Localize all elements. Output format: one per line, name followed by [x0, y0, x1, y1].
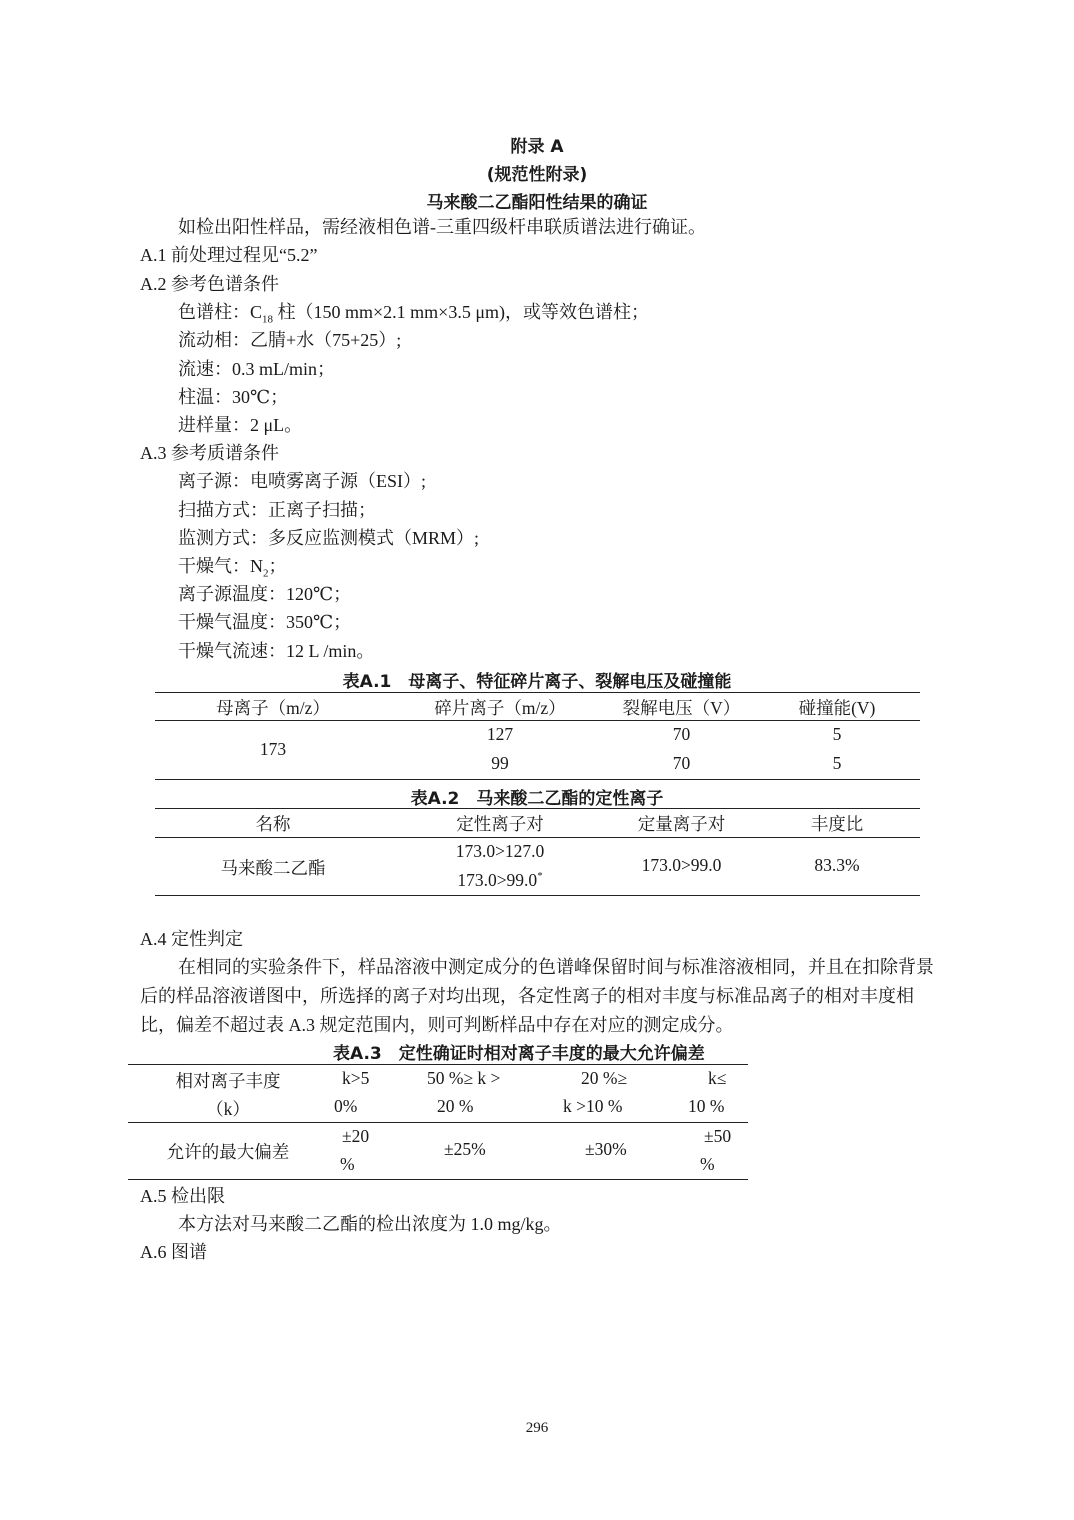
table-a3-c3-l2: k >10 % [563, 1096, 623, 1116]
table-a3-row1-label-l2: （k） [206, 1099, 250, 1119]
table-a3-c1-l1: k>5 [342, 1068, 370, 1088]
table-a2-header-qual: 定性离子对 [456, 814, 544, 834]
section-a6-label: A.6 图谱 [140, 1242, 207, 1262]
table-a3-mid-rule [128, 1122, 748, 1123]
table-a1-row1-voltage: 70 [672, 724, 691, 744]
table-a3-c2-l2: 20 % [437, 1096, 474, 1116]
table-a2-pair1: 173.0>127.0 [455, 841, 545, 861]
table-a3-d2: ±25% [444, 1139, 486, 1159]
column-rest: 柱（150 mm×2.1 mm×3.5 μm)，或等效色谱柱； [273, 302, 649, 322]
table-a1-parent-cell: 173 [259, 739, 287, 759]
table-a3-c3-l1: 20 %≥ [581, 1068, 628, 1088]
table-a2-pair2 [391, 870, 609, 891]
table-a3-c2-l1: 50 %≥ k > [427, 1068, 501, 1088]
table-a1-row1-fragment: 127 [486, 724, 514, 744]
column-temp-line: 柱温：30℃； [178, 387, 289, 407]
gas-flow-line: 干燥气流速：12 L /min。 [178, 641, 375, 661]
section-a2-label: A.2 参考色谱条件 [140, 274, 279, 294]
table-a2-header-ratio: 丰度比 [810, 814, 864, 834]
section-a5-label: A.5 检出限 [140, 1186, 225, 1206]
table-a3-c4-l1: k≤ [708, 1068, 727, 1088]
section-a5-text: 本方法对马来酸二乙酯的检出浓度为 1.0 mg/kg。 [178, 1214, 562, 1234]
column-subscript: 18 [262, 313, 274, 326]
section-a1-label: A.1 前处理过程见“5.2” [140, 245, 318, 265]
dry-gas-prefix: 干燥气：N [178, 556, 263, 576]
section-a4-label: A.4 定性判定 [140, 929, 243, 949]
injection-line: 进样量：2 μL。 [178, 415, 303, 435]
table-a1-top-rule [155, 692, 920, 693]
monitor-mode-line: 监测方式：多反应监测模式（MRM）; [178, 528, 480, 548]
table-a3-top-rule [128, 1064, 748, 1065]
gas-temp-line: 干燥气温度：350℃； [178, 612, 352, 632]
section-a3-label: A.3 参考质谱条件 [140, 443, 279, 463]
intro-text: 如检出阳性样品，需经液相色谱-三重四级杆串联质谱法进行确证。 [178, 217, 706, 237]
table-a2-header-rule [155, 837, 920, 838]
table-a3-caption: 表A.3 定性确证时相对离子丰度的最大允许偏差 [333, 1044, 705, 1064]
dry-gas-suffix: ； [268, 556, 287, 576]
scan-mode-line: 扫描方式：正离子扫描； [178, 500, 376, 520]
table-a3-c1-l2: 0% [334, 1096, 358, 1116]
table-a2-pair2-mark: * [537, 870, 543, 883]
table-a2-pair2-value: 173.0>99.0 [457, 870, 538, 890]
table-a1-header-voltage: 裂解电压（V） [622, 698, 741, 718]
table-a2-top-rule [155, 808, 920, 809]
table-a3-d1-l2: % [340, 1154, 355, 1174]
section-a4-text: 在相同的实验条件下，样品溶液中测定成分的色谱峰保留时间与标准溶液相同，并且在扣除背景后的样品溶液谱图中，所选择的离子对均出现，各定性离子的相对丰度与标准品离子的相对丰度相比，偏差不超过表 A.3 规定范围内，则可判断样品中存在对应的测定成分。 [140, 957, 934, 1035]
source-temp-line: 离子源温度：120℃； [178, 584, 352, 604]
annex-heading: 马来酸二乙酯阳性结果的确证 [426, 193, 648, 213]
table-a3-d1-l1: ±20 [342, 1126, 370, 1146]
table-a2-quant-pair: 173.0>99.0 [641, 855, 722, 875]
ion-source-line: 离子源：电喷雾离子源（ESI）; [178, 471, 426, 491]
table-a3-d4-l1: ±50 [704, 1126, 732, 1146]
table-a2-ratio: 83.3% [814, 855, 860, 875]
table-a2-header-name: 名称 [255, 814, 291, 834]
table-a3-d4-l2: % [700, 1154, 715, 1174]
table-a1-row1-energy: 5 [832, 724, 842, 744]
annex-title: 附录 A [510, 137, 564, 157]
mobile-phase-line: 流动相：乙腈+水（75+25）; [178, 330, 402, 350]
table-a2-caption: 表A.2 马来酸二乙酯的定性离子 [410, 789, 664, 809]
flow-rate-line: 流速：0.3 mL/min； [178, 359, 335, 379]
table-a3-row2-label: 允许的最大偏差 [166, 1142, 290, 1162]
annex-subtitle: (规范性附录) [486, 165, 588, 185]
table-a1-header-parent: 母离子（m/z） [216, 698, 330, 718]
table-a1-header-fragment: 碎片离子（m/z） [434, 698, 566, 718]
table-a2-compound-name: 马来酸二乙酯 [220, 858, 326, 878]
table-a1-caption: 表A.1 母离子、特征碎片离子、裂解电压及碰撞能 [342, 672, 732, 692]
dry-gas-subscript: 2 [263, 567, 269, 580]
table-a2-header-quant: 定量离子对 [637, 814, 726, 834]
table-a3-d3: ±30% [585, 1139, 627, 1159]
table-a2-bottom-rule [155, 895, 920, 896]
table-a1-row2-fragment: 99 [491, 753, 509, 773]
table-a1-header-rule [155, 720, 920, 721]
table-a3-bottom-rule [128, 1179, 748, 1180]
table-a3-row1-label-l1: 相对离子丰度 [175, 1071, 281, 1091]
column-prefix: 色谱柱：C [178, 302, 263, 322]
table-a1-row2-energy: 5 [832, 753, 842, 773]
table-a1-bottom-rule [155, 779, 920, 780]
page-number: 296 [525, 1420, 549, 1436]
table-a3-c4-l2: 10 % [688, 1096, 725, 1116]
table-a1-header-energy: 碰撞能(V) [798, 698, 876, 718]
table-a1-row2-voltage: 70 [672, 753, 691, 773]
